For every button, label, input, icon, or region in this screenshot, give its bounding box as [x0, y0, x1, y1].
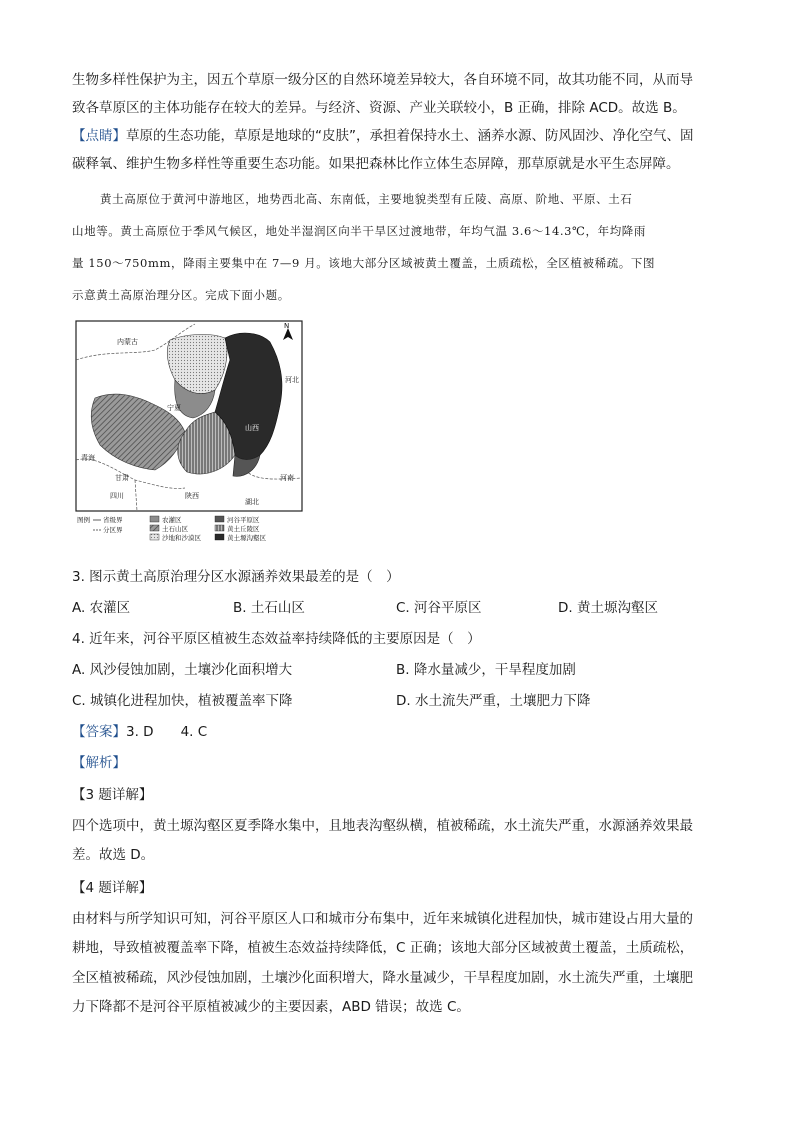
legend-item: 黄土丘陵区: [227, 525, 260, 533]
q3-option-b: B. 土石山区: [233, 600, 305, 616]
legend-item: 沙地和沙漠区: [162, 534, 201, 542]
detail3-line-2: 差。故选 D。: [72, 847, 155, 863]
region-label: 湖北: [245, 498, 259, 506]
q3-stem: 3. 图示黄土高原治理分区水源涵养效果最差的是（ ）: [72, 569, 400, 585]
answer-tag: 【答案】: [72, 724, 126, 740]
dianjing-text-1: 草原的生态功能，草原是地球的“皮肤”，承担着保持水土、涵养水源、防风固沙、净化空气、固: [126, 128, 694, 144]
intro-line-1: 生物多样性保护为主，因五个草原一级分区的自然环境差异较大，各自环境不同，故其功能不同，从而导: [72, 72, 693, 88]
analysis-tag: 【解析】: [72, 755, 126, 771]
detail4-line-2: 耕地，导致植被覆盖率下降，植被生态效益持续降低，C 正确；该地大部分区域被黄土覆盖，土质疏松，: [72, 940, 694, 956]
legend-item: 农灌区: [162, 516, 182, 524]
intro-line-2: 致各草原区的主体功能存在较大的差异。与经济、资源、产业关联较小，B 正确，排除 ACD。故选 B。: [72, 100, 686, 116]
north-arrow-label: N: [284, 322, 290, 330]
legend-title: 图例: [77, 516, 90, 524]
region-label: 四川: [110, 492, 124, 500]
legend-item: 黄土塬沟壑区: [227, 534, 266, 542]
q4-stem: 4. 近年来，河谷平原区植被生态效益率持续降低的主要原因是（ ）: [72, 631, 481, 647]
dianjing-line-2: 碳释氧、维护生物多样性等重要生态功能。如果把森林比作立体生态屏障，那草原就是水平生态屏障。: [72, 156, 680, 172]
material-line-1: 黄土高原位于黄河中游地区，地势西北高、东南低，主要地貌类型有丘陵、高原、阶地、平原、土石: [100, 192, 633, 206]
q4-option-d: D. 水土流失严重，土壤肥力下降: [396, 693, 591, 709]
q3-option-d: D. 黄土塬沟壑区: [558, 600, 658, 616]
dianjing-line-1: [72, 126, 722, 146]
q3-option-c: C. 河谷平原区: [396, 600, 482, 616]
answer-text: 3. D 4. C: [126, 724, 208, 740]
region-label: 陕西: [185, 492, 199, 500]
region-label: 山西: [245, 424, 259, 432]
region-label: 河南: [280, 474, 294, 482]
loess-plateau-map: [75, 320, 305, 550]
material-line-4: 示意黄土高原治理分区。完成下面小题。: [72, 288, 290, 302]
region-label: 内蒙古: [117, 338, 138, 346]
detail4-line-3: 全区植被稀疏，风沙侵蚀加剧，土壤沙化面积增大，降水量减少，干旱程度加剧，水土流失严重，土壤肥: [72, 970, 693, 986]
q4-option-a: A. 风沙侵蚀加剧，土壤沙化面积增大: [72, 662, 293, 678]
q4-option-b: B. 降水量减少，干旱程度加剧: [396, 662, 576, 678]
detail3-tag: 【3 题详解】: [72, 787, 153, 803]
legend-item: 分区界: [103, 526, 123, 534]
map-legend: [77, 515, 267, 542]
q4-option-c: C. 城镇化进程加快，植被覆盖率下降: [72, 693, 293, 709]
region-label: 青海: [81, 454, 95, 462]
detail4-tag: 【4 题详解】: [72, 880, 153, 896]
region-label: 河北: [285, 376, 299, 384]
detail3-line-1: 四个选项中，黄土塬沟壑区夏季降水集中，且地表沟壑纵横，植被稀疏，水土流失严重，水源涵养效果最: [72, 818, 693, 834]
material-line-3: 量 150～750mm，降雨主要集中在 7—9 月。该地大部分区域被黄土覆盖，土质疏松，全区植被稀疏。下图: [72, 256, 656, 270]
map-svg: [75, 320, 305, 550]
region-label: 甘肃: [115, 474, 129, 482]
q3-option-a: A. 农灌区: [72, 600, 131, 616]
material-line-2: 山地等。黄土高原位于季风气候区，地处半湿润区向半干旱区过渡地带，年均气温 3.6～14.3℃，年均降雨: [72, 224, 647, 238]
detail4-line-4: 力下降都不是河谷平原植被减少的主要因素，ABD 错误；故选 C。: [72, 999, 470, 1015]
detail4-line-1: 由材料与所学知识可知，河谷平原区人口和城市分布集中，近年来城镇化进程加快，城市建设占用大量的: [72, 911, 693, 927]
legend-item: 河谷平原区: [227, 516, 260, 524]
legend-item: 土石山区: [162, 525, 188, 533]
legend-item: 省级界: [103, 516, 123, 524]
dianjing-tag: 【点睛】: [72, 128, 126, 144]
answer-line: [72, 722, 722, 742]
region-label: 宁夏: [167, 404, 181, 412]
